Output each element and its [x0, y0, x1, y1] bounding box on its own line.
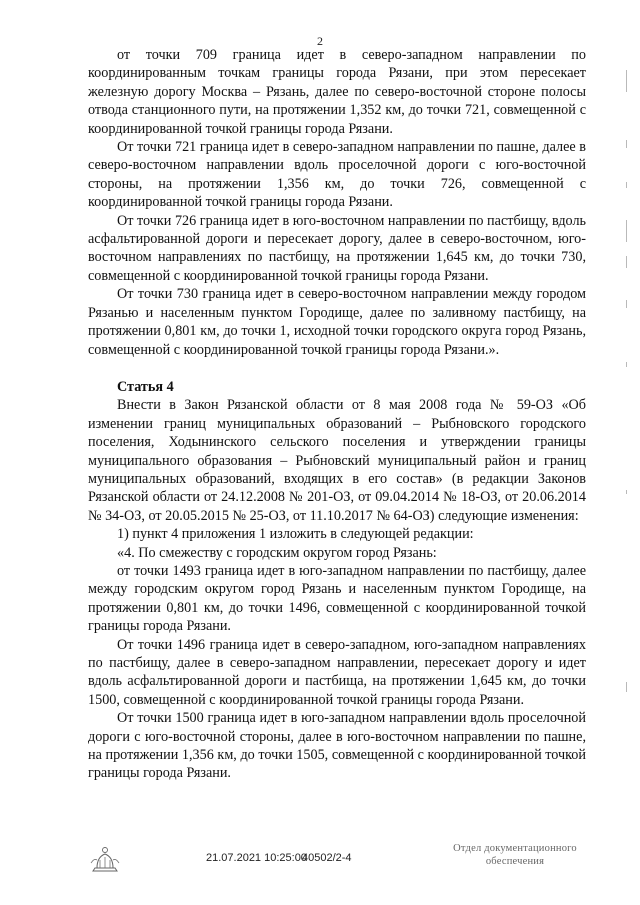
paragraph-point-1500: От точки 1500 граница идет в юго-западном направлении вдоль проселочной дороги с юго-восточной стороны, далее в юго-восточном направлении по пашне, на протяжении 1,356 км, до точки 1505, совмещенной с координированной точкой границы города Рязани. [88, 710, 586, 782]
footer-document-code: 40502/2-4 [302, 852, 352, 864]
department-stamp-line-1: Отдел документационного [453, 843, 577, 854]
paragraph-article-intro: Внести в Закон Рязанской области от 8 мая 2008 года № 59-ОЗ «Об изменении границ муниципальных образований – Рыбновского городского поселения, Ходынинского сельского поселения и утверждении границы муниципального образования – Рыбновский муниципальный район и границ муниципальных образований, входящих в его состав» (в редакции Законов Рязанской области от 24.12.2008 № 201-ОЗ, от 09.04.2014 № 18-ОЗ, от 20.06.2014 № 34-ОЗ, от 20.05.2015 № 25-ОЗ, от 11.10.2017 № 64-ОЗ) следующие изменения: [88, 397, 586, 524]
paragraph-point-726: От точки 726 граница идет в юго-восточном направлении по пастбищу, вдоль асфальтированной дороги и пересекает дорогу, далее в северо-восточном, юго-восточном направлениях по пастбищу, на протяжении 1,645 км, до точки 730, совмещенной с координированной точкой границы города Рязани. [88, 212, 586, 284]
paragraph-point-721: От точки 721 граница идет в северо-западном направлении по пашне, далее в северо-восточном направлении вдоль проселочной дороги с юго-восточной стороны, на протяжении 1,356 км, до точки 726, совмещенной с координированной точкой границы города Рязани. [88, 139, 586, 211]
department-stamp [440, 842, 590, 868]
department-stamp-line-2: обеспечения [485, 856, 545, 867]
paragraph-point-1493: от точки 1493 граница идет в юго-западном направлении по пастбищу, далее между городским округом город Рязань и населенным пунктом Городище, на протяжении 0,801 км, до точки 1496, совмещенной с координированной точкой границы города Рязани. [88, 562, 586, 635]
article-heading: Статья 4 [117, 378, 174, 395]
paragraph-section-4: «4. По смежеству с городским округом город Рязань: [117, 544, 437, 561]
document-body [88, 46, 586, 783]
scan-margin-marks [622, 70, 632, 710]
footer-timestamp: 21.07.2021 10:25:00 [206, 852, 307, 864]
paragraph-item-1: 1) пункт 4 приложения 1 изложить в следующей редакции: [117, 526, 474, 543]
coat-of-arms-logo [88, 844, 122, 874]
page-number: 2 [317, 34, 323, 48]
paragraph-point-1496: От точки 1496 граница идет в северо-западном, юго-западном направлениях по пастбищу, далее в северо-западном направлении, пересекает дорогу и идет вдоль асфальтированной дороги и пастбища, на протяжении 1,645 км, до точки 1500, совмещенной с координированной точкой границы города Рязани. [88, 636, 586, 708]
paragraph-point-709: от точки 709 граница идет в северо-западном направлении по координированным точкам границы города Рязани, при этом пересекает железную дорогу Москва – Рязань, далее по северо-восточной стороне полосы отвода станционного пути, на протяжении 1,352 км, до точки 721, совмещенной с координированной точкой границы города Рязани. [88, 47, 586, 137]
paragraph-point-730: От точки 730 граница идет в северо-восточном направлении между городом Рязанью и населенным пунктом Городище, далее по заливному пастбищу, на протяжении 0,801 км, до точки 1, исходной точки городского округа город Рязань, совмещенной с координированной точкой границы города Рязани.». [88, 286, 586, 358]
